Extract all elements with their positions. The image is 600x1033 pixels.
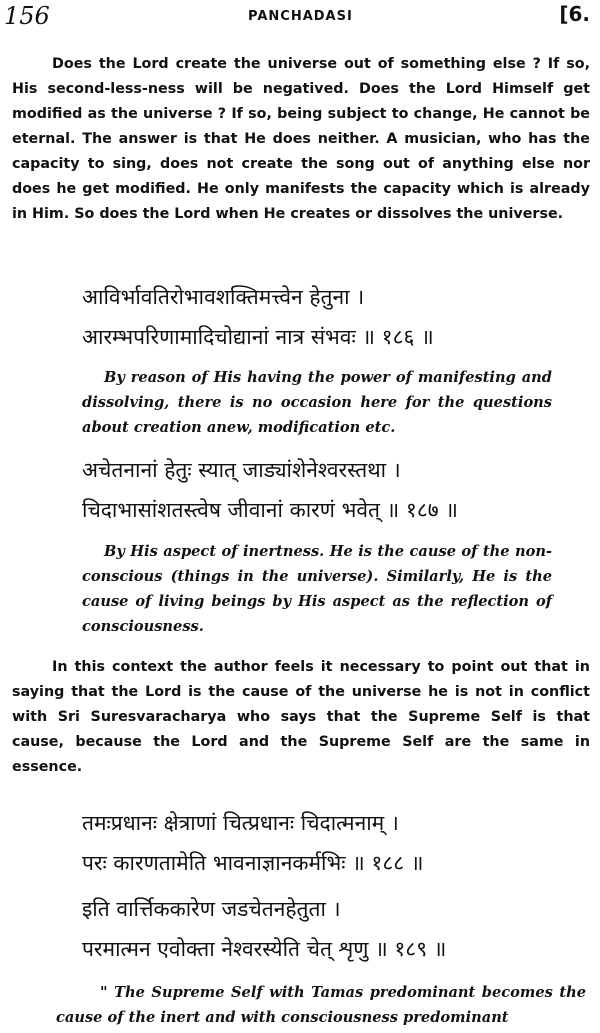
verse-189-line-1: इति वार्त्तिककारेण जडचेतनहेतुता । xyxy=(82,897,341,921)
verse-188-line-1: तमःप्रधानः क्षेत्राणां चित्प्रधानः चिदात्मनाम् । xyxy=(82,811,399,835)
commentary-paragraph-2: In this context the author feels it necessary to point out that in saying that the Lord is the cause of the universe he is not in conflict with Sri Suresvaracharya who says that the Supreme Self is that cause, because the Lord and the Supreme Self are the same in essence. xyxy=(12,659,590,775)
verse-189 xyxy=(82,889,582,969)
page-header xyxy=(0,0,600,34)
verse-186 xyxy=(82,277,582,357)
translation-186: By reason of His having the power of manifesting and dissolving, there is no occasion here for the questions about creation anew, modification etc. xyxy=(82,369,552,436)
verse-188-line-2: परः कारणतामेति भावनाज्ञानकर्मभिः ॥ १८८ ॥ xyxy=(82,851,424,875)
verse-187-line-2: चिदाभासांशतस्त्वेष जीवानां कारणं भवेत् ॥ १८७ ॥ xyxy=(82,498,458,522)
verse-186-line-2: आरम्भपरिणामादिचोद्यानां नात्र संभवः ॥ १८६ ॥ xyxy=(82,325,434,349)
commentary-paragraph-1: Does the Lord create the universe out of something else ? If so, His second-less-ness will be negatived. Does the Lord Himself get modified as the universe ? If so, being subject to change, He cannot be eternal. The answer is that He does neither. A musician, who has the capacity to sing, does not create the song out of anything else nor does he get modified. He only manifests the capacity which is already in Him. So does the Lord when He creates or dissolves the universe. xyxy=(12,56,590,222)
running-head: PANCHADASI xyxy=(248,9,353,24)
chapter-mark: [6. xyxy=(559,2,590,26)
verse-187-line-1: अचेतनानां हेतुः स्यात् जाड्यांशेनेश्वरस्तथा । xyxy=(82,458,401,482)
translation-189: " The Supreme Self with Tamas predominant becomes the cause of the inert and with consciousness predominant xyxy=(56,984,586,1026)
verse-188 xyxy=(82,803,582,883)
translation-187: By His aspect of inertness. He is the cause of the non-conscious (things in the universe). Similarly, He is the cause of living beings by His aspect as the reflection of consciousness. xyxy=(82,543,552,635)
page-number: 156 xyxy=(4,2,50,30)
verse-187 xyxy=(82,450,582,530)
verse-186-line-1: आविर्भावतिरोभावशक्तिमत्त्वेन हेतुना । xyxy=(82,285,365,309)
verse-189-line-2: परमात्मन एवोक्ता नेश्वरस्येति चेत् शृणु ॥ १८९ ॥ xyxy=(82,937,447,961)
